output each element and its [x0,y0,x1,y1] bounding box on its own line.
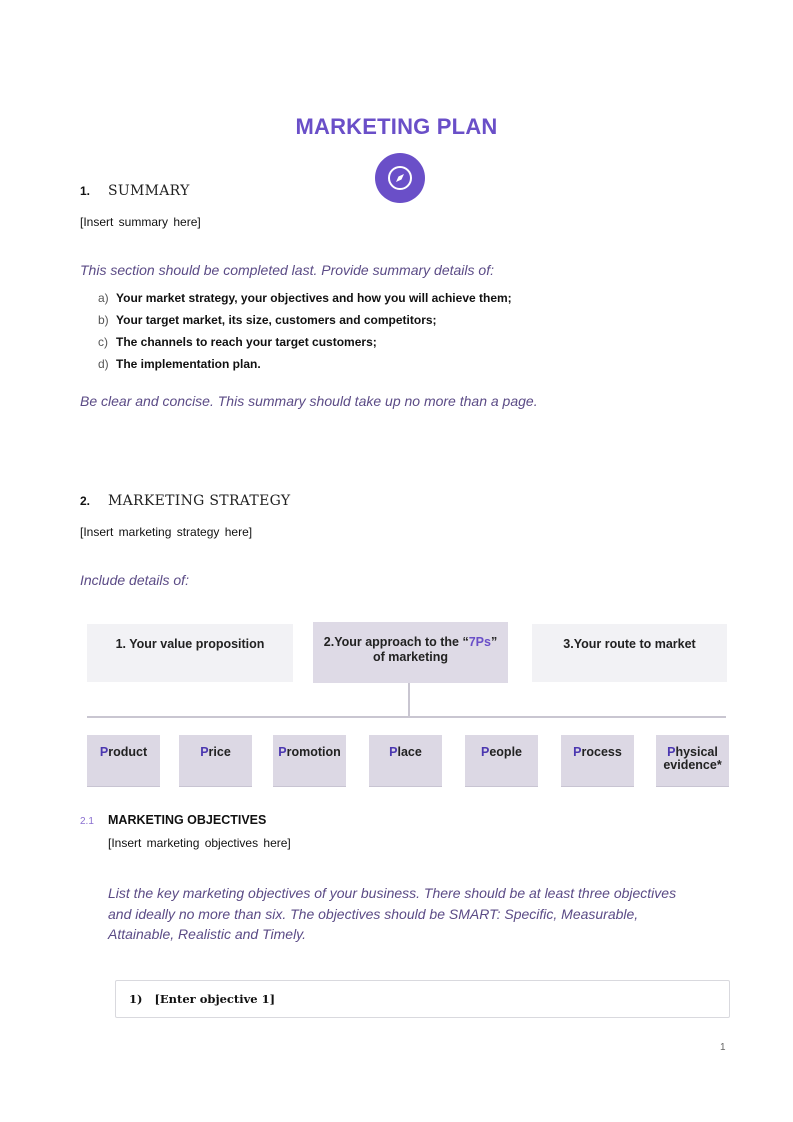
p-box-physical-evidence [656,735,729,787]
strategy-note: Include details of: [80,572,189,588]
objective-entry[interactable] [129,992,275,1006]
p-box-process [561,735,634,787]
p-initial: P [278,745,287,759]
list-marker: a) [98,291,109,305]
section-heading: MARKETING STRATEGY [108,493,291,509]
p-line2: evidence* [663,758,722,772]
connector-line [87,716,726,718]
list-item [98,357,261,371]
objective-entry-box[interactable] [115,980,730,1018]
section-heading: SUMMARY [108,183,190,199]
list-text: The implementation plan. [116,357,261,371]
p-rest: rice [208,745,231,759]
p-rest: roduct [108,745,148,759]
p-initial: P [667,745,676,759]
list-marker: c) [98,335,108,349]
box-label-line2: of marketing [372,650,448,664]
list-marker: b) [98,313,109,327]
p-rest: rocess [581,745,622,759]
p-box-product [87,735,160,787]
p-initial: P [99,745,109,759]
objective-marker: 1) [129,992,143,1006]
p-box-promotion [273,735,346,787]
connector-line [408,683,410,717]
list-item [98,291,512,305]
objectives-placeholder[interactable]: [Insert marketing objectives here] [108,836,291,850]
summary-placeholder[interactable]: [Insert summary here] [80,215,201,229]
p-rest: lace [397,745,422,759]
p-initial: P [573,745,582,759]
p-initial: P [200,745,209,759]
subsection-number: 2.1 [80,816,94,827]
list-item [98,335,377,349]
box-label: 3.Your route to market [563,637,696,651]
objectives-note [108,883,676,945]
p-box-people [465,735,538,787]
section-number: 2. [80,494,91,508]
p-initial: P [481,745,490,759]
p-rest: romotion [286,745,341,759]
seven-ps-box [313,622,508,683]
box-label-accent: 7Ps [468,635,491,649]
p-rest: hysical [675,745,718,759]
route-to-market-box [532,624,727,682]
note-line: and ideally no more than six. The objectives should be SMART: Specific, Measurable, [108,905,639,922]
summary-note: This section should be completed last. Provide summary details of: [80,262,494,278]
page-number: 1 [720,1042,726,1053]
page-title: MARKETING PLAN [295,114,498,139]
section-number: 1. [80,184,91,198]
note-line: List the key marketing objectives of your business. There should be at least three objectives [108,885,677,901]
list-text: Your target market, its size, customers and competitors; [116,313,437,327]
summary-closing-note: Be clear and concise. This summary should take up no more than a page. [80,393,538,409]
list-marker: d) [98,357,109,371]
list-text: Your market strategy, your objectives and how you will achieve them; [116,291,512,305]
objective-text: [Enter objective 1] [154,992,276,1006]
p-box-place [369,735,442,787]
subsection-heading: MARKETING OBJECTIVES [108,813,267,827]
box-label-prefix: 2.Your approach to the “ [323,635,469,649]
list-text: The channels to reach your target customers; [116,335,377,349]
list-item [98,313,437,327]
compass-icon [375,153,425,203]
p-initial: P [389,745,398,759]
strategy-placeholder[interactable]: [Insert marketing strategy here] [80,525,253,539]
p-rest: eople [489,745,522,759]
note-line: Attainable, Realistic and Timely. [108,926,307,942]
value-proposition-box [87,624,293,682]
box-label-suffix: ” [490,635,498,649]
box-label: 1. Your value proposition [115,637,265,651]
p-box-price [179,735,252,787]
